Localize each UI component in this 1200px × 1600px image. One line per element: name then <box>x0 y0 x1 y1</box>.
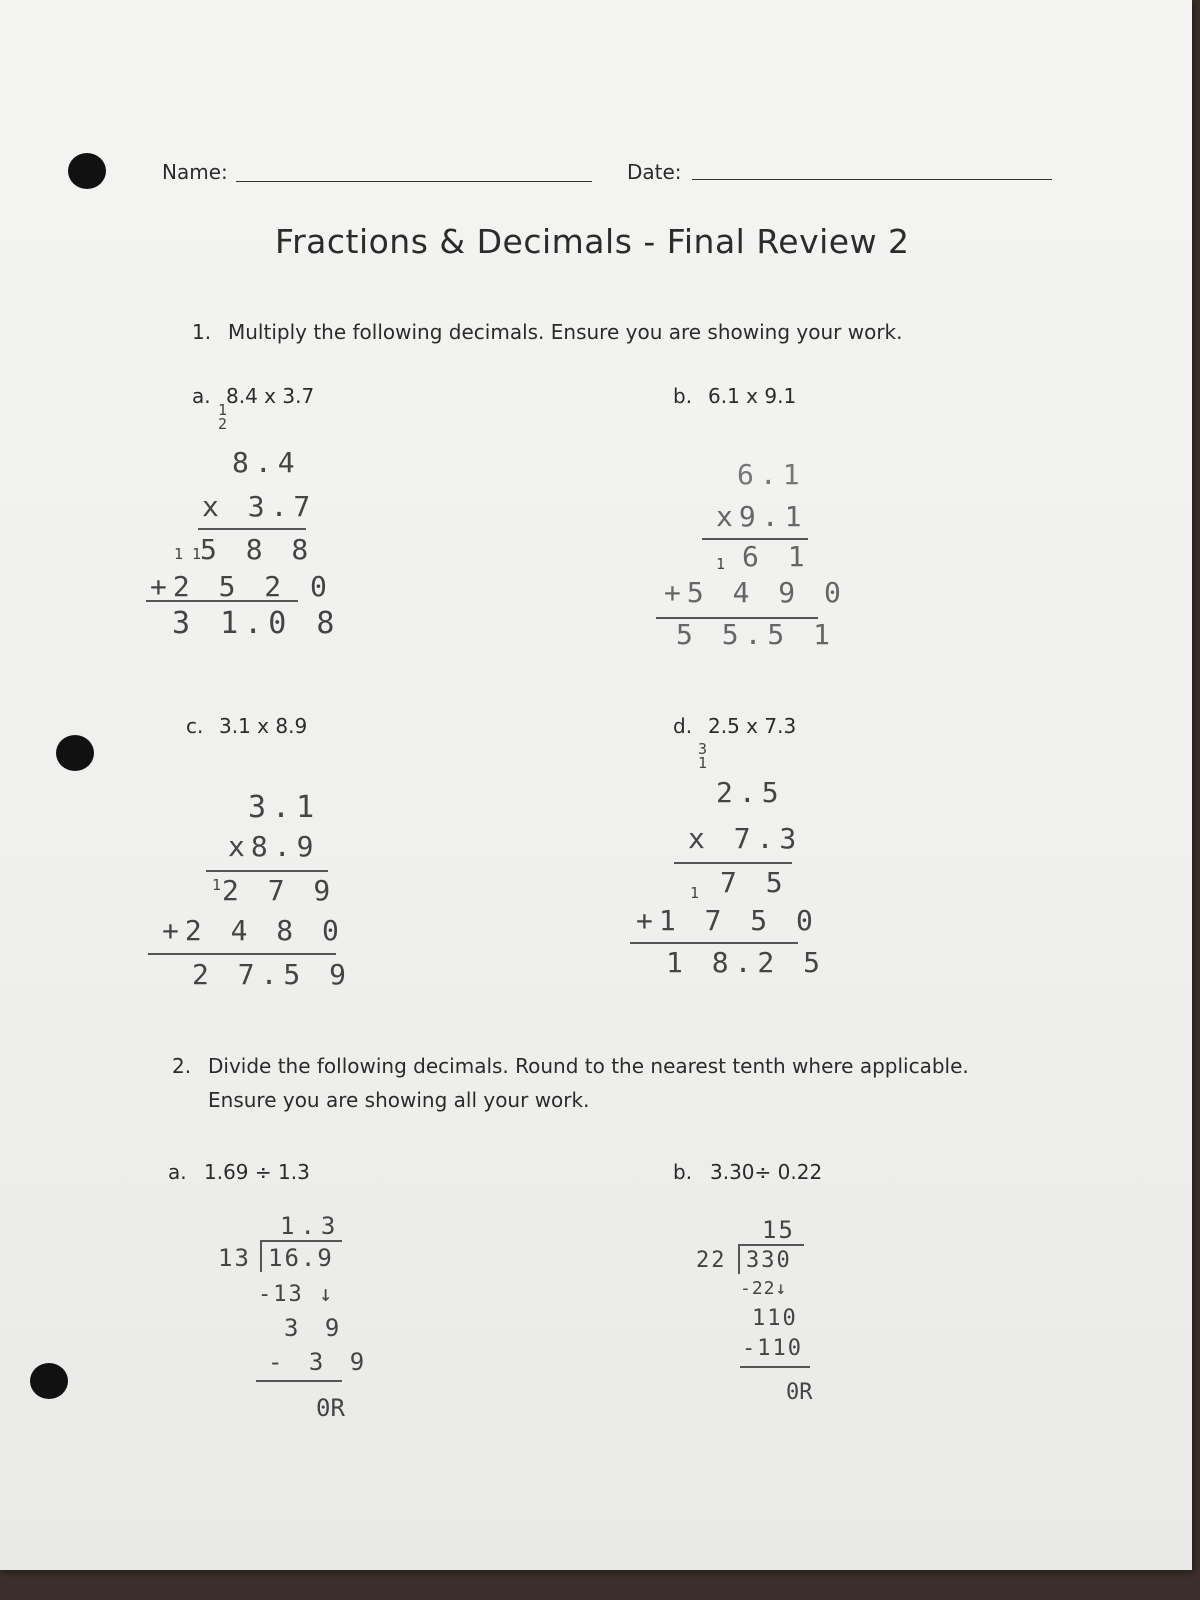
q2-instruction-line2: Ensure you are showing all your work. <box>208 1088 590 1112</box>
q2a-remainder1: 3 9 <box>284 1314 346 1342</box>
q2b-problem: 3.30÷ 0.22 <box>710 1160 823 1184</box>
q1b-partial1: 6 1 <box>742 540 811 573</box>
q2b-subtract1: -22↓ <box>740 1278 788 1299</box>
q2a-subtract2: - 3 9 <box>268 1348 371 1376</box>
name-label: Name: <box>162 160 228 184</box>
q1d-partial1-carry: 1 <box>690 884 700 902</box>
q2a-dividend: 16.9 <box>268 1244 334 1272</box>
q1a-top: 8.4 <box>232 446 301 479</box>
q2b-dividend: 330 <box>746 1248 792 1273</box>
q1b-multiplier: x9.1 <box>716 500 808 533</box>
q1b-partial2: +5 4 9 0 <box>664 576 847 609</box>
q1d-problem: 2.5 x 7.3 <box>708 714 797 738</box>
q1b-answer: 5 5.5 1 <box>676 618 837 651</box>
q2a-final-remainder: 0R <box>316 1394 345 1422</box>
binder-hole-middle <box>56 735 94 771</box>
q1c-partial1-carry: 1 <box>212 876 222 894</box>
binder-hole-top <box>68 153 106 189</box>
q1c-rule1 <box>206 870 328 872</box>
q1c-problem: 3.1 x 8.9 <box>219 714 308 738</box>
q1a-partial1-carry: 1 1 <box>174 545 202 563</box>
q1c-partial2: +2 4 8 0 <box>162 914 345 947</box>
q2b-quotient: 15 <box>762 1216 795 1244</box>
q1a-rule1 <box>198 528 306 530</box>
q1d-carry: 3 1 <box>698 740 708 772</box>
q2a-problem: 1.69 ÷ 1.3 <box>204 1160 310 1184</box>
q2a-quotient: 1.3 <box>280 1212 342 1240</box>
q1d-partial2: +1 7 5 0 <box>636 904 819 937</box>
binder-hole-bottom <box>30 1363 68 1399</box>
q1c-top: 3.1 <box>248 790 321 825</box>
q2-number: 2. <box>172 1054 192 1078</box>
q1c-rule2 <box>148 953 336 955</box>
q2a-letter: a. <box>168 1160 187 1184</box>
q1d-rule1 <box>674 862 792 864</box>
q2a-rule <box>256 1380 342 1382</box>
q1-number: 1. <box>192 320 212 344</box>
name-line <box>236 181 592 182</box>
q1a-carry: 1 2 <box>218 401 228 433</box>
q1a-answer: 3 1.0 8 <box>172 606 341 641</box>
q2b-remainder1: 110 <box>752 1306 798 1331</box>
q1c-partial1: 2 7 9 <box>222 874 337 907</box>
q1d-letter: d. <box>673 714 693 738</box>
q1d-top: 2.5 <box>716 776 785 809</box>
q2b-rule <box>740 1366 810 1368</box>
q1a-multiplier: x 3.7 <box>202 490 317 523</box>
date-line <box>692 179 1052 180</box>
q1c-answer: 2 7.5 9 <box>192 958 353 991</box>
q1a-problem: 8.4 x 3.7 <box>226 384 315 408</box>
q1c-letter: c. <box>186 714 204 738</box>
q1a-partial1: 5 8 8 <box>200 533 315 566</box>
page-title: Fractions & Decimals - Final Review 2 <box>275 222 910 261</box>
q1a-rule2 <box>146 600 298 602</box>
q1b-letter: b. <box>673 384 693 408</box>
q1b-problem: 6.1 x 9.1 <box>708 384 797 408</box>
q1d-rule2 <box>630 942 798 944</box>
q1d-multiplier: x 7.3 <box>688 822 803 855</box>
q1b-partial1-carry: 1 <box>716 555 726 573</box>
q2b-letter: b. <box>673 1160 693 1184</box>
q1a-letter: a. <box>192 384 211 408</box>
q1d-answer: 1 8.2 5 <box>666 946 827 979</box>
q2b-final-remainder: 0R <box>786 1380 813 1405</box>
date-label: Date: <box>627 160 682 184</box>
q1a-partial2: +2 5 2 0 <box>150 570 333 603</box>
q1b-top: 6.1 <box>737 458 806 491</box>
q2a-subtract1: -13 ↓ <box>258 1282 335 1307</box>
q1d-partial1: 7 5 <box>720 866 789 899</box>
q2-instruction-line1: Divide the following decimals. Round to the nearest tenth where applicable. <box>208 1054 969 1078</box>
q1c-multiplier: x8.9 <box>228 830 320 863</box>
q2a-divisor: 13 <box>218 1244 251 1272</box>
q2b-subtract2: -110 <box>742 1336 803 1361</box>
q2b-divisor: 22 <box>696 1248 727 1273</box>
q1-instruction: Multiply the following decimals. Ensure you are showing your work. <box>228 320 903 344</box>
